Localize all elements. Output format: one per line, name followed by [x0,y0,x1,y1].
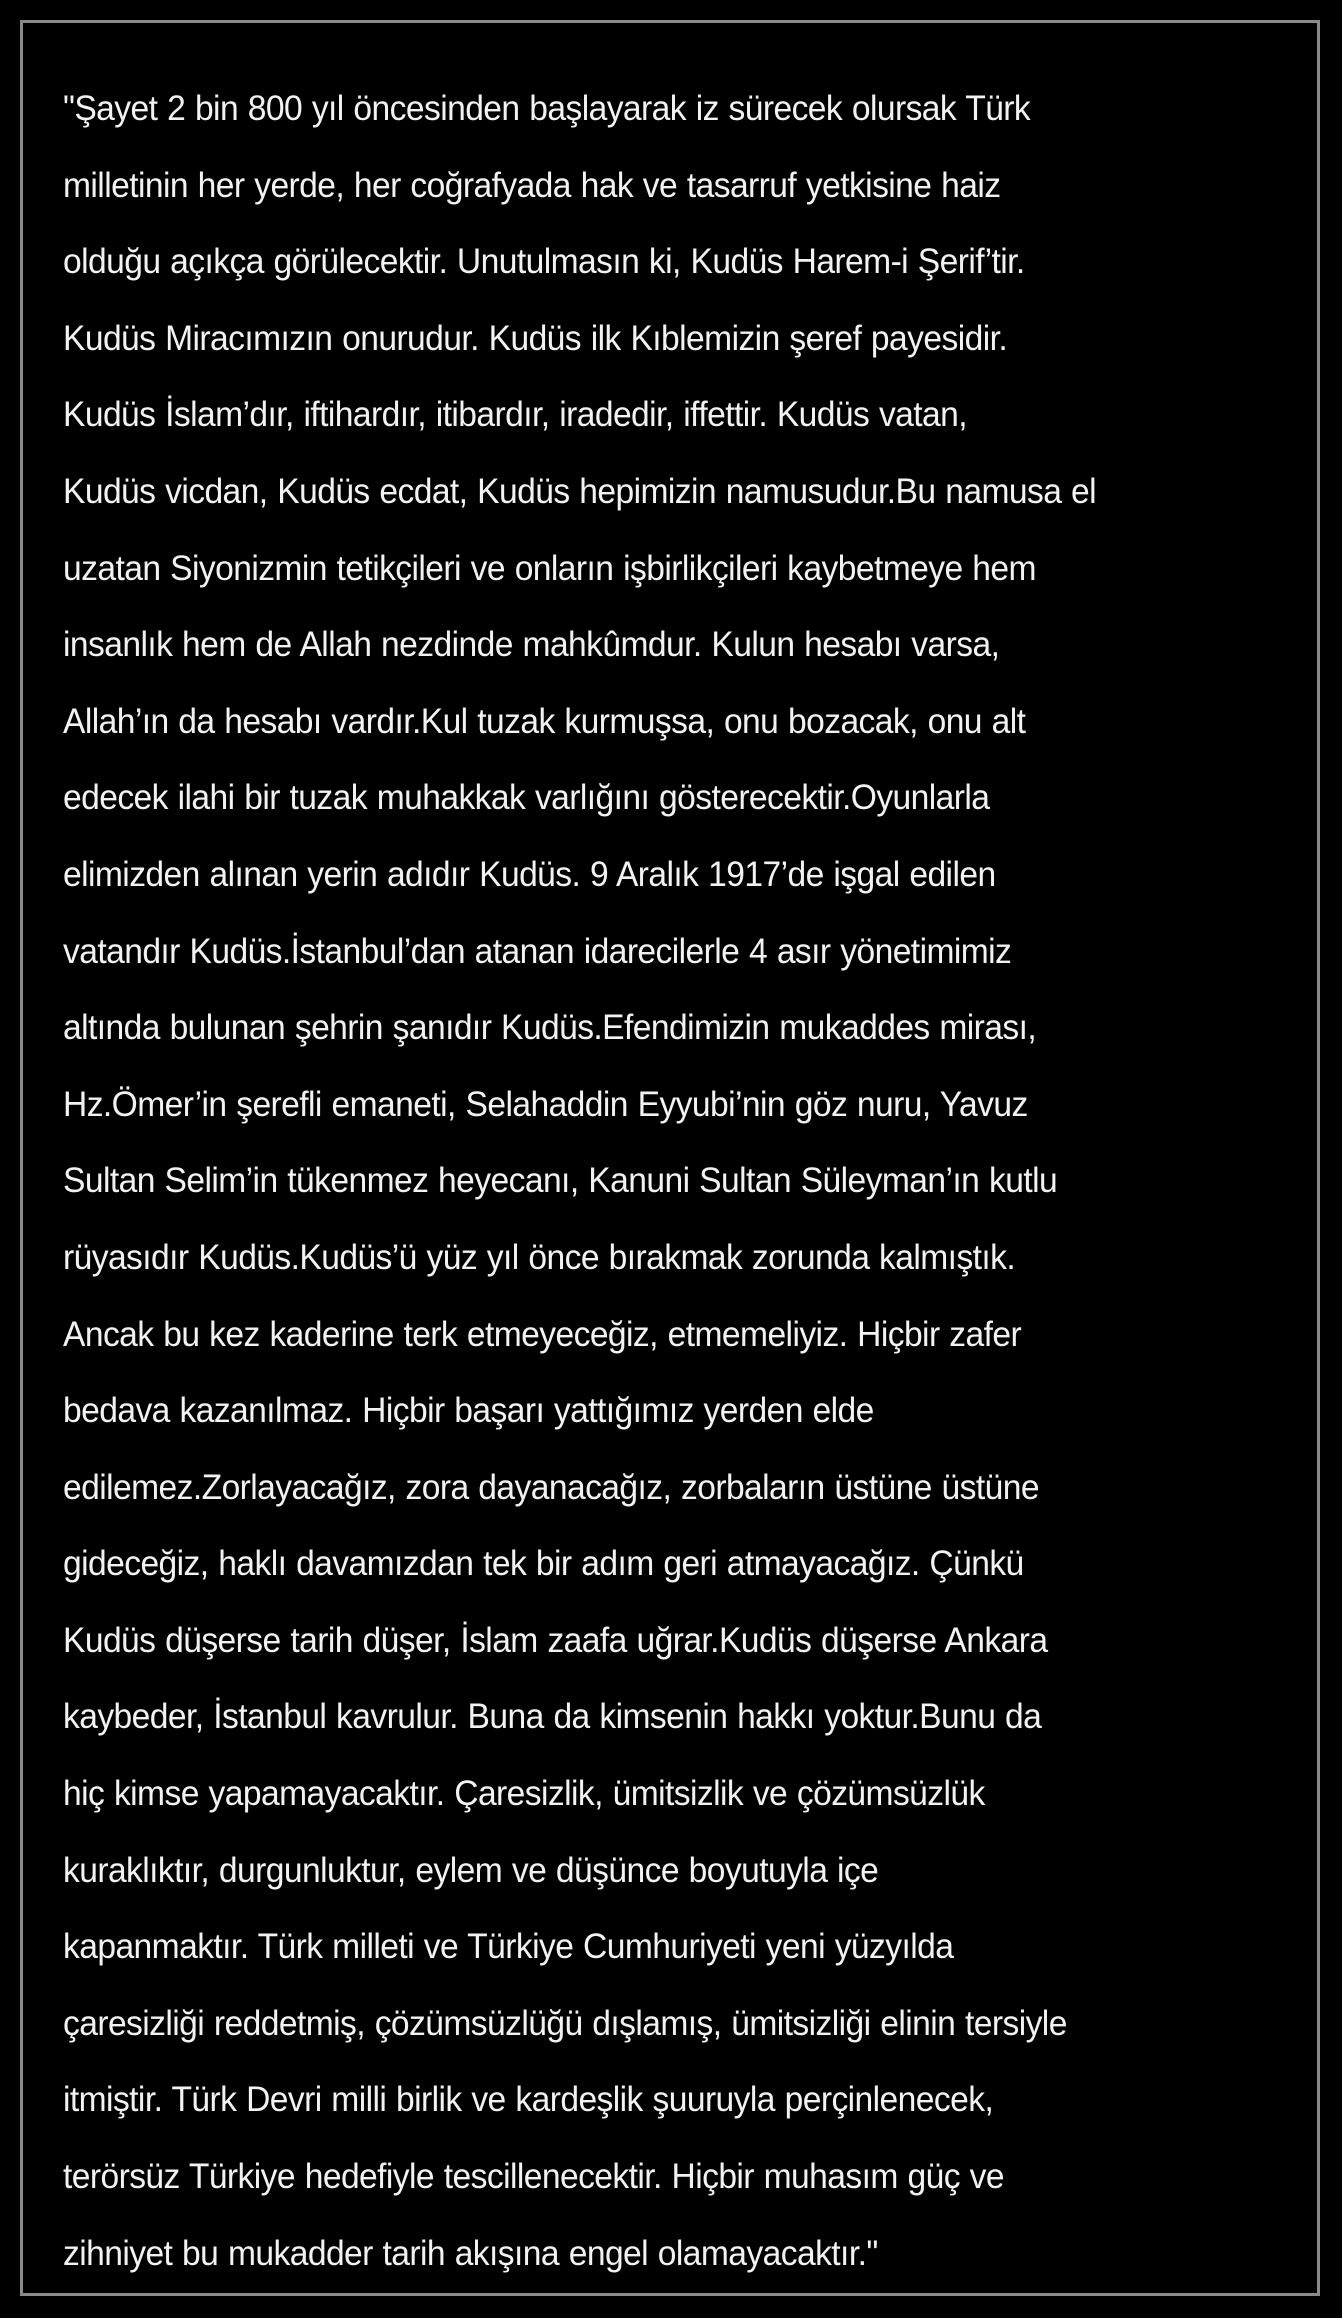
quote-line: Kudüs vicdan, Kudüs ecdat, Kudüs hepimizin namusudur.Bu namusa el [63,471,1097,511]
quote-line: insanlık hem de Allah nezdinde mahkûmdur. Kulun hesabı varsa, [63,625,1000,665]
quote-line: Allah’ın da hesabı vardır.Kul tuzak kurmuşsa, onu bozacak, onu alt [63,701,1026,741]
quote-line: kaybeder, İstanbul kavrulur. Buna da kimsenin hakkı yoktur.Bunu da [63,1697,1042,1737]
quote-line: itmiştir. Türk Devri milli birlik ve kardeşlik şuuruyla perçinlenecek, [63,2080,994,2120]
quote-line: elimizden alınan yerin adıdır Kudüs. 9 Aralık 1917’de işgal edilen [63,854,996,894]
quote-line: Kudüs İslam’dır, iftihardır, itibardır, iradedir, iffettir. Kudüs vatan, [63,395,968,435]
quote-line: Sultan Selim’in tükenmez heyecanı, Kanuni Sultan Süleyman’ın kutlu [63,1161,1058,1201]
quote-line: altında bulunan şehrin şanıdır Kudüs.Efendimizin mukaddes mirası, [63,1008,1037,1048]
quote-text [63,71,1239,2292]
quote-line: bedava kazanılmaz. Hiçbir başarı yattığımız yerden elde [63,1391,874,1431]
quote-line: kuraklıktır, durgunluktur, eylem ve düşünce boyutuyla içe [63,1850,879,1890]
quote-line: uzatan Siyonizmin tetikçileri ve onların işbirlikçileri kaybetmeye hem [63,548,1036,588]
quote-line: Kudüs Miracımızın onurudur. Kudüs ilk Kıblemizin şeref payesidir. [63,318,1008,358]
quote-line: "Şayet 2 bin 800 yıl öncesinden başlayarak iz sürecek olursak Türk [63,89,1031,128]
quote-line: Hz.Ömer’in şerefli emaneti, Selahaddin Eyyubi’nin göz nuru, Yavuz [63,1084,1028,1124]
quote-line: kapanmaktır. Türk milleti ve Türkiye Cumhuriyeti yeni yüzyılda [63,1927,954,1967]
quote-line: Kudüs düşerse tarih düşer, İslam zaafa uğrar.Kudüs düşerse Ankara [63,1620,1048,1660]
quote-line: vatandır Kudüs.İstanbul’dan atanan idarecilerle 4 asır yönetimimiz [63,931,1012,971]
quote-line: çaresizliği reddetmiş, çözümsüzlüğü dışlamış, ümitsizliği elinin tersiyle [63,2003,1067,2043]
quote-line: edecek ilahi bir tuzak muhakkak varlığını gösterecektir.Oyunlarla [63,778,990,818]
quote-line: terörsüz Türkiye hedefiyle tescillenecektir. Hiçbir muhasım güç ve [63,2157,1005,2197]
quote-line: hiç kimse yapamayacaktır. Çaresizlik, ümitsizlik ve çözümsüzlük [63,1774,985,1814]
quote-line: zihniyet bu mukadder tarih akışına engel olamayacaktır." [63,2233,878,2273]
quote-card [20,20,1320,2296]
quote-line: milletinin her yerde, her coğrafyada hak ve tasarruf yetkisine haiz [63,165,1001,205]
quote-line: rüyasıdır Kudüs.Kudüs’ü yüz yıl önce bırakmak zorunda kalmıştık. [63,1237,1016,1277]
quote-line: gideceğiz, haklı davamızdan tek bir adım geri atmayacağız. Çünkü [63,1544,1024,1584]
quote-line: Ancak bu kez kaderine terk etmeyeceğiz, etmemeliyiz. Hiçbir zafer [63,1314,1022,1354]
quote-line: edilemez.Zorlayacağız, zora dayanacağız, zorbaların üstüne üstüne [63,1467,1039,1507]
quote-line: olduğu açıkça görülecektir. Unutulmasın ki, Kudüs Harem-i Şerif’tir. [63,242,1025,282]
